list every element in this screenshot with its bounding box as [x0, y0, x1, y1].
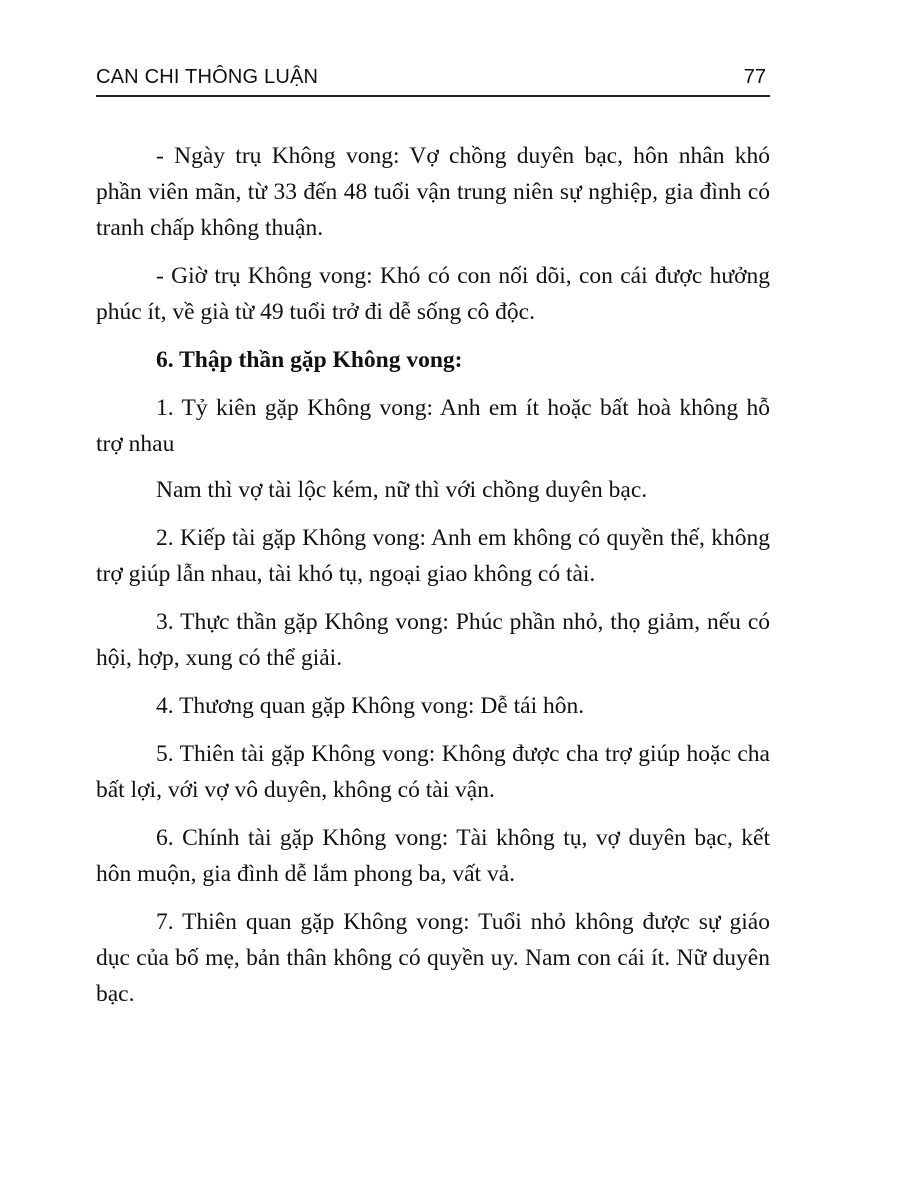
- page-body: [96, 138, 770, 1024]
- section-heading: 6. Thập thần gặp Không vong:: [156, 347, 463, 373]
- list-item-continuation: Nam thì vợ tài lộc kém, nữ thì với chồng duyên bạc.: [156, 477, 648, 503]
- list-item: 5. Thiên tài gặp Không vong: Không được cha trợ giúp hoặc cha bất lợi, với vợ vô duyên, không có tài vận.: [96, 741, 770, 803]
- page-number: 77: [743, 66, 766, 88]
- list-item: 7. Thiên quan gặp Không vong: Tuổi nhỏ không được sự giáo dục của bố mẹ, bản thân không có quyền uy. Nam con cái ít. Nữ duyên bạc.: [96, 909, 770, 1007]
- list-item: 2. Kiếp tài gặp Không vong: Anh em không có quyền thế, không trợ giúp lẫn nhau, tài khó tụ, ngoại giao không có tài.: [96, 525, 770, 587]
- list-item: 3. Thực thần gặp Không vong: Phúc phần nhỏ, thọ giảm, nếu có hội, hợp, xung có thể giải.: [96, 609, 770, 671]
- running-title: CAN CHI THÔNG LUẬN: [96, 66, 319, 88]
- list-item: 1. Tỷ kiên gặp Không vong: Anh em ít hoặc bất hoà không hỗ trợ nhau: [96, 395, 770, 457]
- list-item: 6. Chính tài gặp Không vong: Tài không tụ, vợ duyên bạc, kết hôn muộn, gia đình dễ lắm phong ba, vất vả.: [96, 825, 770, 887]
- paragraph-hour-pillar: - Giờ trụ Không vong: Khó có con nối dõi, con cái được hưởng phúc ít, về già từ 49 tuổi trở đi dễ sống cô độc.: [96, 263, 770, 325]
- page-header: [96, 60, 770, 100]
- header-rule: [96, 95, 770, 97]
- list-item: 4. Thương quan gặp Không vong: Dễ tái hôn.: [156, 693, 585, 719]
- paragraph-day-pillar: - Ngày trụ Không vong: Vợ chồng duyên bạc, hôn nhân khó phần viên mãn, từ 33 đến 48 tuổi vận trung niên sự nghiệp, gia đình có tranh chấp không thuận.: [96, 143, 770, 241]
